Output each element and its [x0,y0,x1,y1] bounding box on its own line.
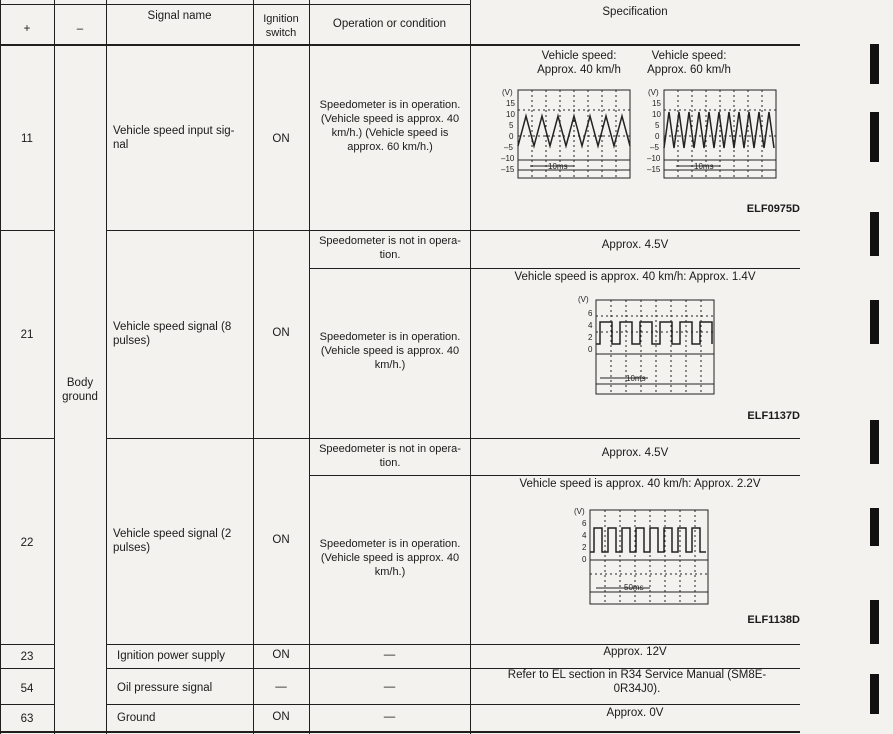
binding-mark [870,508,879,546]
spec-title-40: Vehicle speed: Approx. 40 km/h [537,50,621,76]
signal-name: Ignition power supply [117,650,226,662]
figure-id: ELF1138D [747,614,800,626]
axis-tick: 10 [506,110,515,119]
operation-condition: — [383,681,396,693]
rule [0,230,54,231]
signal-name: Oil pressure signal [117,682,213,694]
ignition-state: ON [272,534,290,546]
signal-name: Vehicle speed input sig-nal [113,125,235,151]
binding-mark [870,212,879,256]
axis-unit: (V) [578,295,589,304]
axis-tick: 6 [588,309,593,318]
rule [309,0,310,734]
axis-tick: 5 [509,121,514,130]
axis-tick: 0 [655,132,660,141]
binding-mark [870,300,879,344]
oscilloscope-waveform-60 [646,86,780,182]
ignition-state: — [275,681,287,693]
axis-unit: (V) [502,88,513,97]
axis-tick: 15 [652,99,661,108]
rule [106,704,800,705]
rule [0,731,800,733]
spec-off: Approx. 4.5V [601,447,669,459]
figure-id: ELF0975D [746,203,800,215]
rule [0,644,54,645]
axis-tick: –5 [504,143,513,152]
operation-on: Speedometer is in operation. (Vehicle speed is approx. 40 km/h.) [319,331,461,371]
signal-name: Ground [117,712,156,724]
ignition-state: ON [272,711,290,723]
axis-unit: (V) [648,88,659,97]
rule [106,230,800,231]
operation-on: Speedometer is in operation. (Vehicle speed is approx. 40 km/h.) [319,538,461,578]
spec-value: Approx. 0V [606,707,664,719]
header-signal-name: Signal name [147,10,212,22]
axis-tick: 2 [582,543,587,552]
terminal-number: 54 [20,683,34,695]
axis-tick: –10 [647,154,661,163]
operation-off: Speedometer is not in opera-tion. [319,443,461,469]
axis-tick: –15 [501,165,515,174]
time-scale: 10ms [694,162,714,171]
binding-mark [870,600,879,644]
operation-condition: Speedometer is in operation. (Vehicle speed is approx. 40 km/h.) (Vehicle speed is approx. 60 km/h.) [319,99,461,153]
time-scale: 10ms [548,162,568,171]
axis-tick: –10 [501,154,515,163]
axis-tick: 2 [588,333,593,342]
header-ignition-switch: Ignition switch [263,13,299,39]
operation-condition: — [383,711,396,723]
rule [0,668,54,669]
terminal-number: 21 [20,329,34,341]
axis-tick: 0 [582,555,587,564]
oscilloscope-pulse-2 [568,504,714,608]
axis-tick: 4 [582,531,587,540]
figure-id: ELF1137D [747,410,800,422]
axis-tick: –15 [647,165,661,174]
axis-unit: (V) [574,507,585,516]
header-terminal-plus: + [23,23,31,35]
rule [106,438,800,439]
binding-mark [870,112,879,162]
rule [0,438,54,439]
signal-name: Vehicle speed signal (2 pulses) [113,528,232,554]
axis-tick: 4 [588,321,593,330]
rule [253,0,254,734]
rule [309,475,800,476]
rule [54,0,55,734]
rule [0,704,54,705]
axis-tick: –5 [650,143,659,152]
operation-condition: — [383,649,396,661]
spec-on: Vehicle speed is approx. 40 km/h: Approx. 1.4V [514,271,756,283]
rule [309,268,800,269]
body-ground-label: Body ground [62,377,98,403]
axis-tick: 15 [506,99,515,108]
spec-value: Approx. 12V [603,646,667,658]
axis-tick: 0 [588,345,593,354]
ignition-state: ON [272,133,290,145]
time-scale: 50ms [624,583,644,592]
binding-mark [870,420,879,464]
operation-off: Speedometer is not in opera-tion. [319,235,461,261]
header-operation: Operation or condition [332,18,447,30]
terminal-number: 11 [21,133,33,145]
terminal-number: 63 [20,713,34,725]
rule [0,0,1,734]
time-scale: 10ms [626,374,646,383]
axis-tick: 10 [652,110,661,119]
axis-tick: 0 [509,132,514,141]
terminal-number: 23 [20,651,34,663]
spec-on: Vehicle speed is approx. 40 km/h: Approx. 2.2V [519,478,761,490]
terminal-number: 22 [20,537,34,549]
rule [106,0,107,734]
axis-tick: 5 [655,121,660,130]
spec-title-60: Vehicle speed: Approx. 60 km/h [647,50,731,76]
binding-mark [870,44,879,84]
rule [0,4,470,5]
header-terminal-minus: – [76,23,84,35]
axis-tick: 6 [582,519,587,528]
spec-off: Approx. 4.5V [601,239,669,251]
ignition-state: ON [272,327,290,339]
ignition-state: ON [272,649,290,661]
binding-mark [870,674,879,714]
header-specification: Specification [602,6,668,18]
oscilloscope-pulse-8 [578,294,718,398]
oscilloscope-waveform-40 [500,86,634,182]
rule [470,0,471,734]
signal-name: Vehicle speed signal (8 pulses) [113,321,232,347]
spec-value: Refer to EL section in R34 Service Manual (SM8E-0R34J0). [507,669,767,695]
rule [0,44,800,46]
